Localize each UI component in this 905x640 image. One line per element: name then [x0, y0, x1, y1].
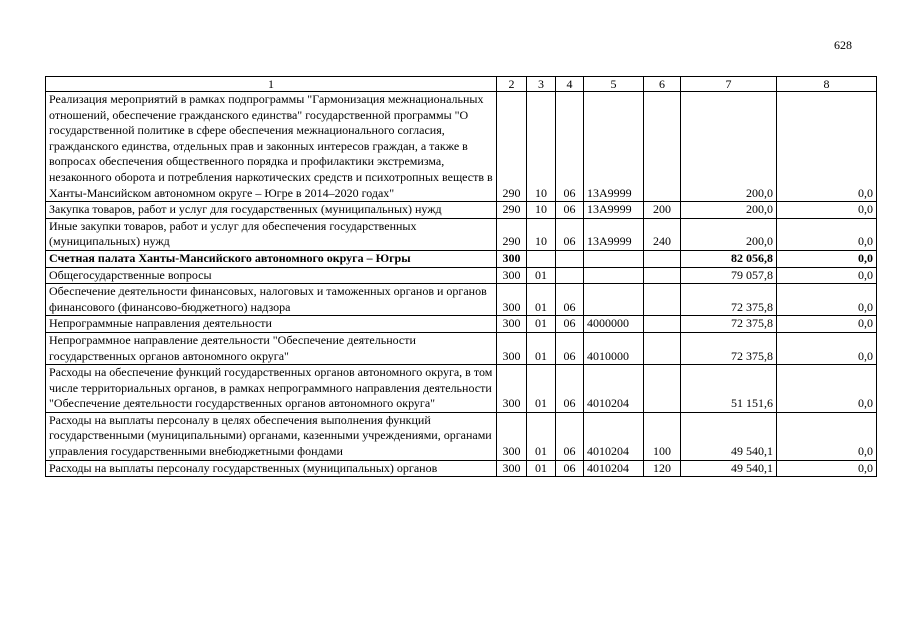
- row-name-cell: Расходы на обеспечение функций государственных органов автономного округа, в том числе территориальных органов, в рамках непрограммного направления деятельности "Обеспечение деятельности государственных органов автономного округа": [46, 365, 497, 413]
- column-header: 1: [46, 77, 497, 92]
- col-7-cell: 72 375,8: [681, 284, 777, 316]
- col-5-cell: 13А9999: [584, 218, 644, 250]
- col-7-cell: 72 375,8: [681, 316, 777, 333]
- col-2-cell: 300: [497, 332, 527, 364]
- table-row: [46, 250, 877, 267]
- col-4-cell: 06: [556, 218, 584, 250]
- col-6-cell: 100: [644, 412, 681, 460]
- column-header: 5: [584, 77, 644, 92]
- col-4-cell: 06: [556, 412, 584, 460]
- col-6-cell: [644, 250, 681, 267]
- table-row: [46, 92, 877, 202]
- col-6-cell: [644, 332, 681, 364]
- row-name-cell: Реализация мероприятий в рамках подпрограммы "Гармонизация межнациональных отношений, обеспечение гражданского единства" государственной программы "О государственной политике в сфере обеспечения межнационального согласия, гражданского единства, отдельных прав и законных интересов граждан, а также в вопросах обеспечения общественного порядка и профилактики экстремизма, незаконного оборота и потребления наркотических средств и психотропных веществ в Ханты-Мансийском автономном округе – Югре в 2014–2020 годах": [46, 92, 497, 202]
- table-row: [46, 365, 877, 413]
- col-7-cell: 200,0: [681, 92, 777, 202]
- col-4-cell: 06: [556, 365, 584, 413]
- col-6-cell: [644, 92, 681, 202]
- col-7-cell: 49 540,1: [681, 412, 777, 460]
- col-5-cell: 4010204: [584, 460, 644, 477]
- col-2-cell: 300: [497, 412, 527, 460]
- col-2-cell: 300: [497, 284, 527, 316]
- col-4-cell: 06: [556, 460, 584, 477]
- column-header: 3: [527, 77, 556, 92]
- col-7-cell: 72 375,8: [681, 332, 777, 364]
- row-name-cell: Непрограммное направление деятельности "Обеспечение деятельности государственных органов автономного округа": [46, 332, 497, 364]
- col-5-cell: 13А9999: [584, 202, 644, 219]
- col-3-cell: 10: [527, 218, 556, 250]
- col-3-cell: 01: [527, 460, 556, 477]
- col-4-cell: 06: [556, 332, 584, 364]
- col-3-cell: 01: [527, 284, 556, 316]
- col-5-cell: 4010204: [584, 412, 644, 460]
- col-2-cell: 300: [497, 460, 527, 477]
- col-4-cell: [556, 250, 584, 267]
- table-row: [46, 267, 877, 284]
- col-5-cell: 4010000: [584, 332, 644, 364]
- col-8-cell: 0,0: [777, 412, 877, 460]
- col-4-cell: 06: [556, 284, 584, 316]
- col-8-cell: 0,0: [777, 92, 877, 202]
- col-7-cell: 200,0: [681, 202, 777, 219]
- column-header: 6: [644, 77, 681, 92]
- col-2-cell: 290: [497, 92, 527, 202]
- row-name-cell: Непрограммные направления деятельности: [46, 316, 497, 333]
- column-header: 8: [777, 77, 877, 92]
- col-7-cell: 49 540,1: [681, 460, 777, 477]
- col-3-cell: 10: [527, 202, 556, 219]
- col-8-cell: 0,0: [777, 365, 877, 413]
- col-4-cell: 06: [556, 202, 584, 219]
- table-header-row: [46, 77, 877, 92]
- table-row: [46, 202, 877, 219]
- col-6-cell: [644, 316, 681, 333]
- col-3-cell: [527, 250, 556, 267]
- col-5-cell: [584, 267, 644, 284]
- column-header: 4: [556, 77, 584, 92]
- row-name-cell: Расходы на выплаты персоналу государственных (муниципальных) органов: [46, 460, 497, 477]
- col-6-cell: 200: [644, 202, 681, 219]
- col-2-cell: 300: [497, 267, 527, 284]
- table-row: [46, 218, 877, 250]
- row-name-cell: Общегосударственные вопросы: [46, 267, 497, 284]
- row-name-cell: Счетная палата Ханты-Мансийского автономного округа – Югры: [46, 250, 497, 267]
- col-7-cell: 82 056,8: [681, 250, 777, 267]
- row-name-cell: Расходы на выплаты персоналу в целях обеспечения выполнения функций государственными (муниципальными) органами, казенными учреждениями, органами управления государственными внебюджетными фондами: [46, 412, 497, 460]
- col-3-cell: 01: [527, 267, 556, 284]
- col-5-cell: 4000000: [584, 316, 644, 333]
- col-8-cell: 0,0: [777, 284, 877, 316]
- col-3-cell: 01: [527, 365, 556, 413]
- col-5-cell: 4010204: [584, 365, 644, 413]
- col-2-cell: 290: [497, 202, 527, 219]
- col-8-cell: 0,0: [777, 218, 877, 250]
- col-7-cell: 79 057,8: [681, 267, 777, 284]
- budget-table: [45, 76, 877, 477]
- col-6-cell: [644, 284, 681, 316]
- col-5-cell: 13А9999: [584, 92, 644, 202]
- col-6-cell: [644, 267, 681, 284]
- col-8-cell: 0,0: [777, 332, 877, 364]
- col-2-cell: 290: [497, 218, 527, 250]
- col-7-cell: 200,0: [681, 218, 777, 250]
- table-row: [46, 332, 877, 364]
- col-2-cell: 300: [497, 365, 527, 413]
- col-6-cell: 120: [644, 460, 681, 477]
- col-2-cell: 300: [497, 250, 527, 267]
- table-row: [46, 412, 877, 460]
- col-5-cell: [584, 284, 644, 316]
- col-4-cell: 06: [556, 316, 584, 333]
- col-3-cell: 10: [527, 92, 556, 202]
- col-8-cell: 0,0: [777, 460, 877, 477]
- col-8-cell: 0,0: [777, 202, 877, 219]
- table-row: [46, 284, 877, 316]
- col-5-cell: [584, 250, 644, 267]
- col-8-cell: 0,0: [777, 250, 877, 267]
- col-7-cell: 51 151,6: [681, 365, 777, 413]
- col-2-cell: 300: [497, 316, 527, 333]
- row-name-cell: Закупка товаров, работ и услуг для государственных (муниципальных) нужд: [46, 202, 497, 219]
- row-name-cell: Обеспечение деятельности финансовых, налоговых и таможенных органов и органов финансового (финансово-бюджетного) надзора: [46, 284, 497, 316]
- col-6-cell: 240: [644, 218, 681, 250]
- page-number: 628: [834, 38, 852, 52]
- col-3-cell: 01: [527, 316, 556, 333]
- col-4-cell: [556, 267, 584, 284]
- row-name-cell: Иные закупки товаров, работ и услуг для обеспечения государственных (муниципальных) нужд: [46, 218, 497, 250]
- column-header: 2: [497, 77, 527, 92]
- col-8-cell: 0,0: [777, 267, 877, 284]
- col-3-cell: 01: [527, 332, 556, 364]
- column-header: 7: [681, 77, 777, 92]
- col-6-cell: [644, 365, 681, 413]
- col-8-cell: 0,0: [777, 316, 877, 333]
- table-row: [46, 460, 877, 477]
- col-3-cell: 01: [527, 412, 556, 460]
- table-row: [46, 316, 877, 333]
- col-4-cell: 06: [556, 92, 584, 202]
